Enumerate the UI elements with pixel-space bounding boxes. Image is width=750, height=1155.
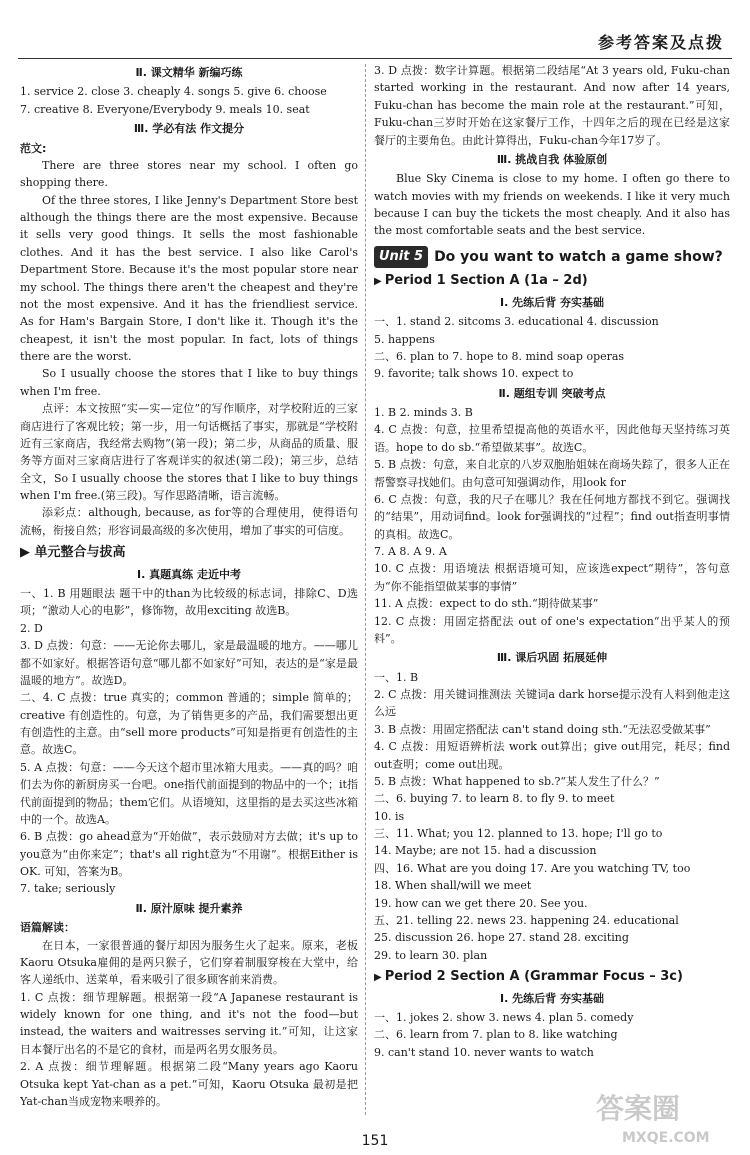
answer-line: 10. is [374, 809, 405, 823]
unit-title: Do you want to watch a game show? [434, 248, 723, 265]
page-number: 151 [361, 1133, 389, 1149]
watermark-top: 答案圈 [596, 1092, 681, 1125]
answer-line: 二、6. plan to 7. hope to 8. mind soap operas [374, 349, 625, 363]
answer-line: 10. C 点拨：用语境法 根据语境可知，应该选expect“期待”，答句意为“你不能指望做某事的事情” [374, 562, 730, 593]
period-heading [374, 271, 730, 292]
answer-line: 四、16. What are you doing 17. Are you watching TV, too [374, 861, 691, 875]
answer-line: 2. C 点拨：用关键词推测法 关键词a dark horse提示没有人料到他走这么远 [374, 688, 730, 719]
answer-line: 3. D 点拨：句意：——无论你去哪儿，家是最温暖的地方。——哪儿都不如家好。根据答语句意“哪儿都不如家好”可知，表达的是“家是最温暖的地方”。故选D。 [20, 639, 358, 687]
answer-line: 6. B 点拨：go ahead意为“开始做”，表示鼓励对方去做；it's up to you意为“由你来定”；that's all right意为“不用谢”。根据Either is OK. 可知，答案为B。 [20, 830, 358, 879]
triangle-icon: ▶ [374, 276, 382, 288]
answer-line: 29. to learn 30. plan [374, 948, 488, 962]
answer-line: 18. When shall/will we meet [374, 879, 532, 893]
answer-line: 三、11. What; you 12. planned to 13. hope; I'll go to [374, 827, 663, 841]
answer-line: 7. creative 8. Everyone/Everybody 9. meals 10. seat [20, 102, 310, 116]
answer-line: 二、6. buying 7. to learn 8. to fly 9. to meet [374, 792, 615, 806]
paragraph: 在日本，一家很普通的餐厅却因为服务生火了起来。原来，老板Kaoru Otsuka雇佣的是两只猴子，它们穿着制服穿梭在大堂中，给客人递纸巾、送菜单，看来吸引了很多顾客前来消费。 [20, 938, 358, 987]
section-heading: Ⅱ. 题组专训 突破考点 [498, 386, 606, 400]
page-header [0, 0, 750, 58]
triangle-icon: ▶ [374, 972, 382, 984]
answer-line: 1. B 2. minds 3. B [374, 406, 473, 420]
answer-line: 5. A 点拨：句意：——今天这个超市里冰箱大甩卖。——真的吗？咱们去为你的新厨房买一台吧。one指代前面提到的物品中的一个；it指代前面提到的物品；them它们。从语境知，这里指的是去买这些冰箱中的一个。故选A。 [20, 760, 358, 826]
section-heading: Ⅰ. 先练后背 夯实基础 [500, 991, 604, 1005]
answer-line: 五、21. telling 22. news 23. happening 24. educational [374, 913, 679, 927]
answer-line: 一、1. stand 2. sitcoms 3. educational 4. discussion [374, 315, 659, 329]
section-banner: ▶ 单元整合与拔高 [20, 545, 126, 561]
answer-line: 4. C 点拨：句意，拉里希望提高他的英语水平，因此他每天坚持练习英语。hope to do sb.“希望做某事”。故选C。 [374, 423, 730, 454]
header-rule [18, 58, 732, 59]
answer-line: 9. favorite; talk shows 10. expect to [374, 367, 574, 381]
answer-line: 2. A 点拨：细节理解题。根据第二段“Many years ago Kaoru Otsuka kept Yat-chan as a pet.”可知，Kaoru Otsuka 最初是把Yat-chan当成宠物来喂养的。 [20, 1060, 358, 1108]
watermark-logo [586, 1083, 736, 1153]
answer-line: 3. B 点拨：用固定搭配法 can't stand doing sth.“无法忍受做某事” [374, 722, 711, 736]
answer-line: 4. C 点拨：用短语辨析法 work out算出；give out用完，耗尽；find out查明；come out出现。 [374, 740, 730, 771]
answer-line: 19. how can we get there 20. See you. [374, 896, 588, 910]
period-heading [374, 967, 730, 988]
answer-line: 25. discussion 26. hope 27. stand 28. exciting [374, 931, 629, 945]
period-title: Period 2 Section A (Grammar Focus – 3c) [384, 969, 683, 985]
answer-line: 二、6. learn from 7. plan to 8. like watching [374, 1028, 618, 1042]
header-title: 参考答案及点拨 [597, 33, 724, 52]
paragraph: 点评：本文按照“实—实—定位”的写作顺序，对学校附近的三家商店进行了客观比较；第一步，用一句话概括了事实，那就是“学校附近有三家商店，我经常去购物”(第一段)；第二步，从商品的质量、服务等方面对三家商店进行了客观详实的叙述(第二段)；第三步，总结全文，So I usually choose the stores that I like to buy things when I'm free.(第三段)。写作思路清晰，语言流畅。 [20, 402, 358, 502]
watermark-bottom: MXQE.COM [622, 1130, 710, 1146]
paragraph: Blue Sky Cinema is close to my home. I often go there to watch movies with my friends on weekends. I like it very much because I can buy the tickets the most cheaply. And it also has the most comfortable seats and the best service. [374, 172, 730, 238]
answer-line: 5. happens [374, 332, 435, 346]
section-heading: Ⅰ. 先练后背 夯实基础 [500, 295, 604, 309]
answer-line: 5. B 点拨：句意，来自北京的八岁双胞胎姐妹在商场失踪了，很多人正在帮警察寻找她们。由句意可知强调动作，用look for [374, 458, 730, 489]
right-column [374, 62, 730, 1115]
answer-line: 6. C 点拨：句意，我的尺子在哪儿？我在任何地方都找不到它。强调找的“结果”，用动词find。look for强调找的“过程”；find out指查明事情的真相。故选C。 [374, 492, 730, 541]
unit-badge: Unit 5 [374, 246, 428, 269]
label: 语篇解读： [20, 921, 75, 935]
answer-line: 一、1. jokes 2. show 3. news 4. plan 5. comedy [374, 1010, 634, 1024]
section-heading: Ⅱ. 原汁原味 提升素养 [135, 901, 243, 915]
section-heading: Ⅱ. 课文精华 新编巧练 [135, 66, 243, 79]
answer-line: 1. C 点拨：细节理解题。根据第一段“A Japanese restaurant is widely known for one thing, and it's not the food—but instead, the waiters and waitresses serving it.”可知，让这家日本餐厅出名的不是它的食材，而是两名男女服务员。 [20, 990, 358, 1056]
paragraph: So I usually choose the stores that I like to buy things when I'm free. [20, 367, 358, 398]
answer-line: 一、1. B [374, 670, 419, 684]
unit-heading [374, 246, 730, 269]
answer-line: 12. C 点拨：用固定搭配法 out of one's expectation“出乎某人的预料”。 [374, 614, 730, 645]
answer-line: 5. B 点拨：What happened to sb.?“某人发生了什么？” [374, 774, 660, 788]
paragraph: There are three stores near my school. I often go shopping there. [20, 158, 358, 190]
section-heading: Ⅲ. 课后巩固 拓展延伸 [496, 651, 608, 665]
paragraph: Of the three stores, I like Jenny's Department Store best although the things there are the most expensive. Because it sells very good things. It sells the most fashionable clothes. And it has the best service. I also like Carol's Department Store. Because it's the most popular store near my school. The things there aren't the cheapest and they're not the most expensive. And it has the friendliest service. As for Ham's Bargain Store, I don't like it. Though it's the cheapest, it isn't the most popular. In fact, lots of things there are the worst. [20, 193, 358, 363]
answer-line: 9. can't stand 10. never wants to watch [374, 1045, 594, 1059]
answer-line: 11. A 点拨：expect to do sth.“期待做某事” [374, 597, 599, 611]
answer-line: 一、1. B 用题眼法 题干中的than为比较级的标志词，排除C、D选项；“激动人心的电影”，修饰物，故用exciting 故选B。 [20, 587, 358, 618]
answer-line: 14. Maybe; are not 15. had a discussion [374, 844, 597, 858]
period-title: Period 1 Section A (1a – 2d) [384, 273, 588, 289]
section-heading: Ⅲ. 学必有法 作文提分 [133, 122, 245, 136]
answer-line: 7. A 8. A 9. A [374, 545, 447, 559]
section-heading: Ⅰ. 真题真练 走近中考 [137, 567, 241, 581]
label: 范文: [20, 141, 47, 155]
answer-line: 3. D 点拨：数字计算题。根据第二段结尾“At 3 years old, Fuku-chan started working in the restaurant. And now after 14 years, Fuku-chan has become the main role at the restaurant.”可知，Fuku-chan三岁时开始在这家餐厅工作，十四年之后的现在已经是这家餐厅的主要角色。由此计算得出，Fuku-chan今年17岁了。 [374, 64, 730, 147]
left-column [20, 62, 358, 1115]
answer-line: 1. service 2. close 3. cheaply 4. songs 5. give 6. choose [20, 85, 327, 99]
answer-line: 2. D [20, 621, 43, 635]
section-heading: Ⅲ. 挑战自我 体验原创 [496, 152, 608, 166]
column-divider [365, 64, 366, 1115]
answer-line: 二、4. C 点拨：true 真实的；common 普通的；simple 简单的；creative 有创造性的。句意，为了销售更多的产品，我们需要想出更有创造性的主意。由“sell more products”可知是指更有创造性的主意。故选C。 [20, 691, 358, 757]
answer-line: 7. take; seriously [20, 882, 116, 896]
paragraph: 添彩点：although, because, as for等的合理使用，使得语句流畅，衔接自然；形容词最高级的多次使用，增加了事实的可信度。 [20, 506, 358, 537]
